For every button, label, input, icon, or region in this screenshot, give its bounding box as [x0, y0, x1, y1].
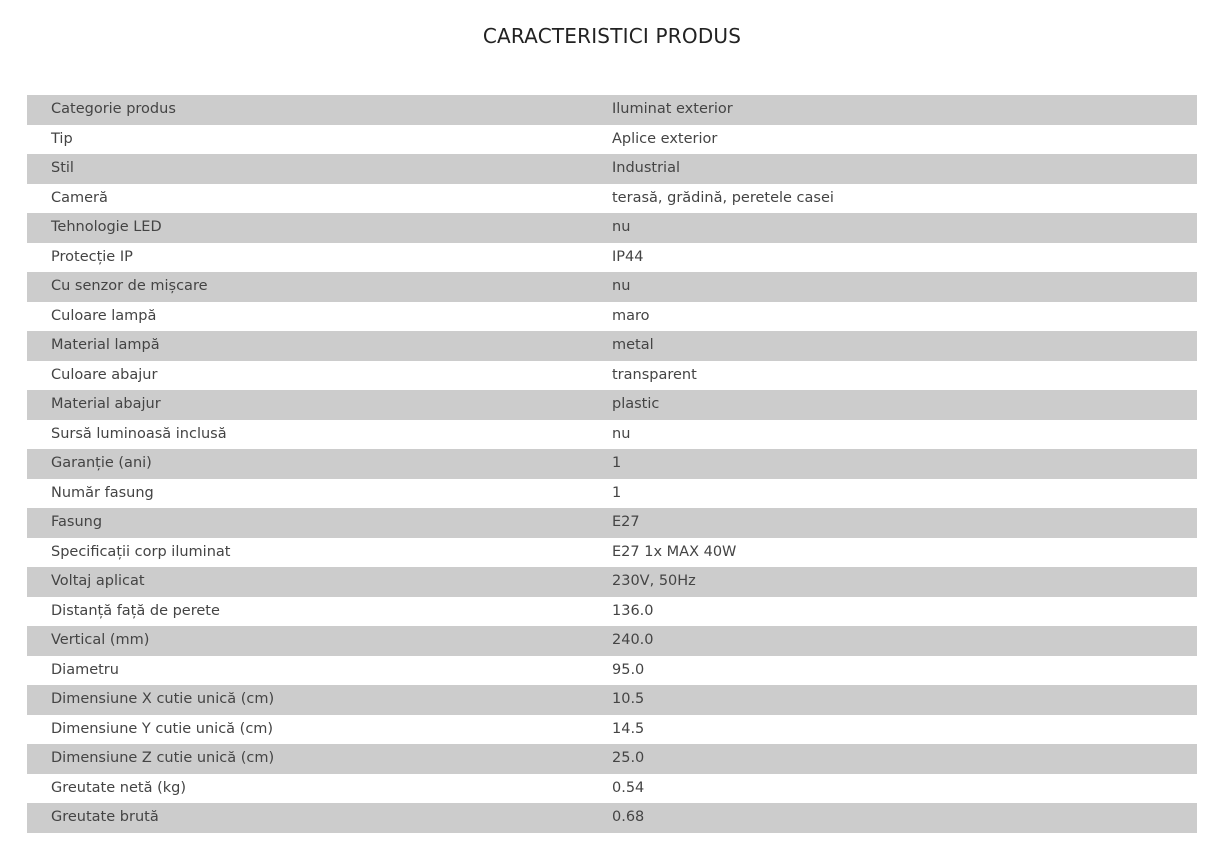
- spec-value: E27: [612, 514, 640, 530]
- spec-label: Cameră: [51, 189, 108, 206]
- spec-value: nu: [612, 278, 631, 294]
- table-row: [27, 331, 1197, 361]
- spec-label: Material lampă: [51, 337, 160, 353]
- spec-value: E27 1x MAX 40W: [612, 543, 737, 560]
- spec-value: nu: [612, 425, 631, 442]
- specifications-table: [27, 95, 1197, 833]
- spec-label: Greutate brută: [51, 809, 159, 825]
- spec-value: 0.54: [612, 779, 645, 796]
- spec-value: transparent: [612, 366, 697, 383]
- table-row: [27, 479, 1197, 509]
- spec-label: Greutate netă (kg): [51, 779, 186, 796]
- specifications-table-body: [27, 95, 1197, 833]
- table-row: [27, 626, 1197, 656]
- spec-label: Dimensiune X cutie unică (cm): [51, 691, 275, 707]
- table-row: [27, 803, 1197, 833]
- spec-value: 230V, 50Hz: [612, 573, 696, 589]
- spec-label: Tehnologie LED: [51, 219, 162, 235]
- table-row: [27, 302, 1197, 332]
- table-row: [27, 95, 1197, 125]
- spec-value: 95.0: [612, 661, 645, 678]
- table-row: [27, 538, 1197, 568]
- spec-value: terasă, grădină, peretele casei: [612, 189, 834, 206]
- spec-value: IP44: [612, 248, 644, 265]
- table-row: [27, 125, 1197, 155]
- spec-label: Diametru: [51, 661, 119, 678]
- spec-label: Culoare abajur: [51, 366, 158, 383]
- spec-label: Fasung: [51, 514, 103, 530]
- table-row: [27, 154, 1197, 184]
- spec-value: Iluminat exterior: [612, 101, 733, 117]
- table-row: [27, 420, 1197, 450]
- spec-value: 14.5: [612, 720, 645, 737]
- spec-label: Voltaj aplicat: [51, 573, 145, 589]
- spec-label: Dimensiune Z cutie unică (cm): [51, 750, 275, 766]
- spec-value: 10.5: [612, 691, 645, 707]
- spec-label: Tip: [51, 130, 73, 147]
- spec-label: Cu senzor de mișcare: [51, 278, 208, 294]
- table-row: [27, 508, 1197, 538]
- spec-value: 136.0: [612, 602, 654, 619]
- table-row: [27, 567, 1197, 597]
- table-row: [27, 272, 1197, 302]
- table-row: [27, 597, 1197, 627]
- spec-value: Industrial: [612, 160, 681, 176]
- spec-label: Specificații corp iluminat: [51, 543, 231, 560]
- table-row: [27, 390, 1197, 420]
- spec-label: Număr fasung: [51, 484, 154, 501]
- spec-label: Protecție IP: [51, 248, 133, 265]
- spec-value: 25.0: [612, 750, 645, 766]
- spec-value: plastic: [612, 396, 660, 412]
- spec-value: 1: [612, 484, 622, 501]
- spec-label: Dimensiune Y cutie unică (cm): [51, 720, 274, 737]
- spec-label: Stil: [51, 160, 74, 176]
- spec-label: Sursă luminoasă inclusă: [51, 425, 227, 442]
- table-row: [27, 184, 1197, 214]
- spec-value: 1: [612, 455, 622, 471]
- spec-value: 240.0: [612, 632, 654, 648]
- spec-label: Material abajur: [51, 396, 161, 412]
- spec-label: Culoare lampă: [51, 307, 157, 324]
- table-row: [27, 715, 1197, 745]
- table-row: [27, 744, 1197, 774]
- table-row: [27, 361, 1197, 391]
- spec-value: metal: [612, 337, 654, 353]
- table-row: [27, 774, 1197, 804]
- spec-value: maro: [612, 307, 650, 324]
- spec-label: Categorie produs: [51, 101, 176, 117]
- spec-value: nu: [612, 219, 631, 235]
- spec-value: 0.68: [612, 809, 645, 825]
- table-row: [27, 243, 1197, 273]
- table-row: [27, 685, 1197, 715]
- page-title: CARACTERISTICI PRODUS: [482, 24, 742, 48]
- spec-label: Garanție (ani): [51, 455, 152, 471]
- table-row: [27, 449, 1197, 479]
- table-row: [27, 656, 1197, 686]
- spec-label: Vertical (mm): [51, 632, 150, 648]
- spec-value: Aplice exterior: [612, 130, 718, 147]
- spec-label: Distanță față de perete: [51, 602, 220, 619]
- table-row: [27, 213, 1197, 243]
